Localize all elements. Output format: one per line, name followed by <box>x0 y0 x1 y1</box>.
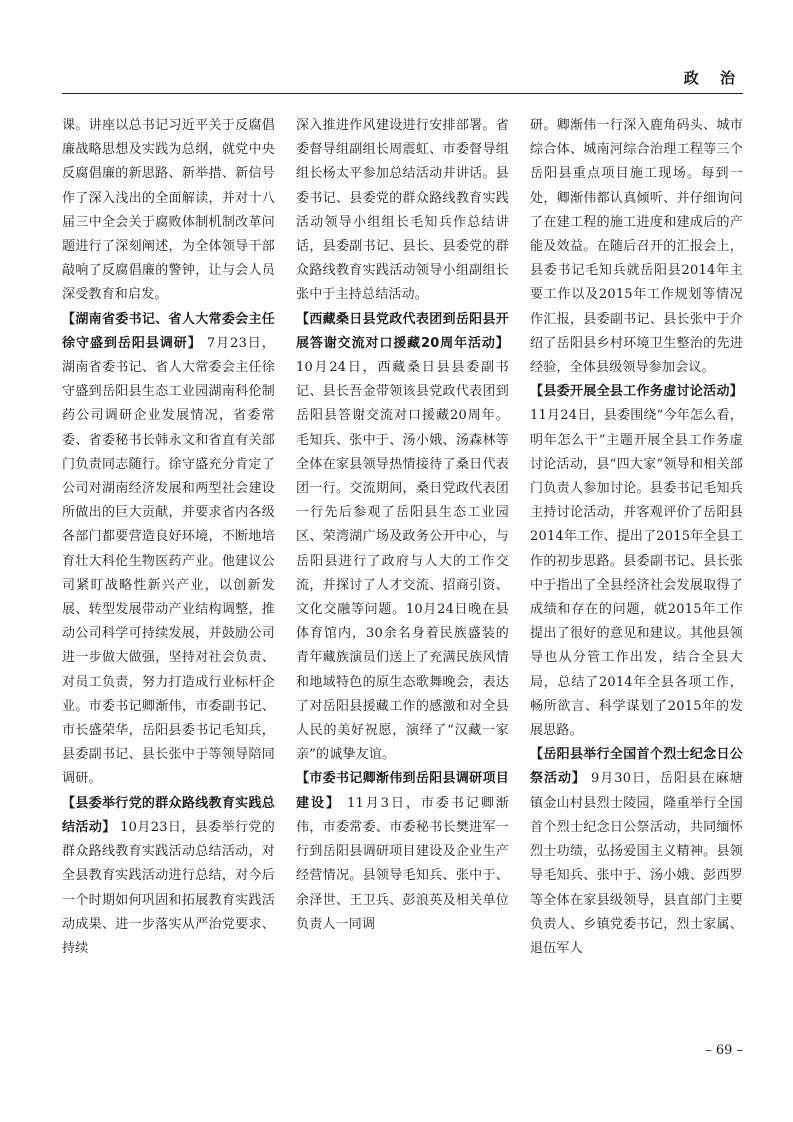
entry-headline: 【县委开展全县工作务虚讨论活动】 <box>530 384 743 400</box>
entry-body: 9月30日，岳阳县在麻塘镇金山村县烈士陵园，隆重举行全国首个烈士纪念日公祭活动，共同缅怀烈士功绩，弘扬爱国主义精神。县领导毛知兵、张中于、汤小娥、彭西罗等全体在家县级领导，县直部门主要负责人、乡镇党委书记，烈士家属、退伍军人 <box>530 771 743 956</box>
entry-headline: 【市委书记卿渐伟到岳阳县调研项目建设】 <box>296 771 509 811</box>
paragraph: 课。讲座以总书记习近平关于反腐倡廉战略思想及实践为总纲，就党中央反腐倡廉的新思路、新举措、新信号作了深入浅出的全面解读，并对十八届三中全会关于腐败体制机制改革问题进行了深刻阐述，为全体领导干部敲响了反腐倡廉的警钟，让与会人员深受教育和启发。 <box>62 118 275 303</box>
entry-body: 11月3日，市委书记卿渐伟，市委常委、市委秘书长樊进军一行到岳阳县调研项目建设及企业生产经营情况。县领导毛知兵、张中于、余泽世、王卫兵、彭浪英及相关单位负责人一同调 <box>296 795 510 932</box>
entry-headline: 【县委举行党的群众路线教育实践总结活动】 <box>62 795 275 835</box>
news-entry <box>62 308 275 792</box>
entry-body: 11月24日，县委围绕“今年怎么看，明年怎么干”主题开展全县工作务虚讨论活动，县“四大家”领导和相关部门负责人参加讨论。县委书记毛知兵主持讨论活动，并客观评价了岳阳县2014年工作、提出了2015年全县工作的初步思路。县委副书记、县长张中于指出了全县经济社会发展取得了成绩和存在的问题，就2015年工作提出了很好的意见和建议。其他县领导也从分管工作出发，结合全县大局，总结了2014年全县各项工作，畅所欲言、科学谋划了2015年的发展思路。 <box>530 408 743 739</box>
entry-body: 10月24日，西藏桑日县县委副书记、县长吾金带领该县党政代表团到岳阳县答谢交流对口援藏20周年。毛知兵、张中于、汤小娥、汤森林等全体在家县领导热情接待了桑日代表团一行。交流期间，桑日党政代表团一行先后参观了岳阳县生态工业园区、荣湾湖广场及政务公开中心，与岳阳县进行了政府与人大的工作交流，并探讨了人才交流、招商引资、文化交融等问题。10月24日晚在县体育馆内，30余名身着民族盛装的青年藏族演员们送上了充满民族风情和地域特色的原生态歌舞晚会，表达了对岳阳县援藏工作的感激和对全县人民的美好祝愿，演绎了“汉藏一家亲”的诚挚友谊。 <box>296 360 509 763</box>
entry-headline: 【西藏桑日县党政代表团到岳阳县开展答谢交流对口援藏20周年活动】 <box>296 311 509 351</box>
news-entry <box>530 380 743 743</box>
page-number: – 69 – <box>705 1043 743 1058</box>
paragraph: 研。卿渐伟一行深入鹿角码头、城市综合体、城南河综合治理工程等三个岳阳县重点项目施工现场。每到一处，卿渐伟都认真倾听、并仔细询问了在建工程的施工进度和建成后的产能及效益。在随后召开的汇报会上，县委书记毛知兵就岳阳县2014年主要工作以及2015年工作规划等情况作汇报，县委副书记、县长张中于介绍了岳阳县乡村环境卫生整治的先进经验，全体县级领导参加会议。 <box>530 118 743 376</box>
entry-headline: 【岳阳县举行全国首个烈士纪念日公祭活动】 <box>530 747 743 787</box>
column-1 <box>62 114 275 961</box>
news-entry <box>296 767 509 936</box>
column-3 <box>530 114 743 961</box>
entry-body: 10月23日，县委举行党的群众路线教育实践活动总结活动，对全县教育实践活动进行总结，对今后一个时期如何巩固和拓展教育实践活动成果、进一步落实从严治党要求、持续 <box>62 819 275 956</box>
paragraph: 深入推进作风建设进行安排部署。省委督导组副组长周震虹、市委督导组组长杨太平参加总结活动并讲话。县委书记、县委党的群众路线教育实践活动领导小组组长毛知兵作总结讲话，县委副书记、县长、县委党的群众路线教育实践活动领导小组副组长张中于主持总结活动。 <box>296 118 509 303</box>
news-entry <box>530 743 743 961</box>
entry-headline: 【湖南省委书记、省人大常委会主任徐守盛到岳阳县调研】 <box>62 311 275 351</box>
column-2 <box>296 114 509 937</box>
news-entry <box>296 308 509 768</box>
header-rule <box>62 93 743 94</box>
section-title: 政 治 <box>683 69 743 87</box>
news-entry <box>62 792 275 961</box>
entry-body: 7月23日，湖南省委书记、省人大常委会主任徐守盛到岳阳县生态工业园湖南科伦制药公司调研企业发展情况，省委常委、省委秘书长韩永文和省直有关部门负责同志随行。徐守盛充分肯定了公司对湖南经济发展和两型社会建设所做出的巨大贡献，并要求省内各级各部门都要营造良好环境，不断地培育壮大科伦生物医药产业。他建议公司紧盯战略性新兴产业，以创新发展、转型发展带动产业结构调整，推动公司科学可持续发展，并鼓励公司进一步做大做强，坚持对社会负责、对员工负责，努力打造成行业标杆企业。市委书记卿渐伟，市委副书记、市长盛荣华，岳阳县委书记毛知兵，县委副书记、县长张中于等领导陪同调研。 <box>62 335 275 787</box>
